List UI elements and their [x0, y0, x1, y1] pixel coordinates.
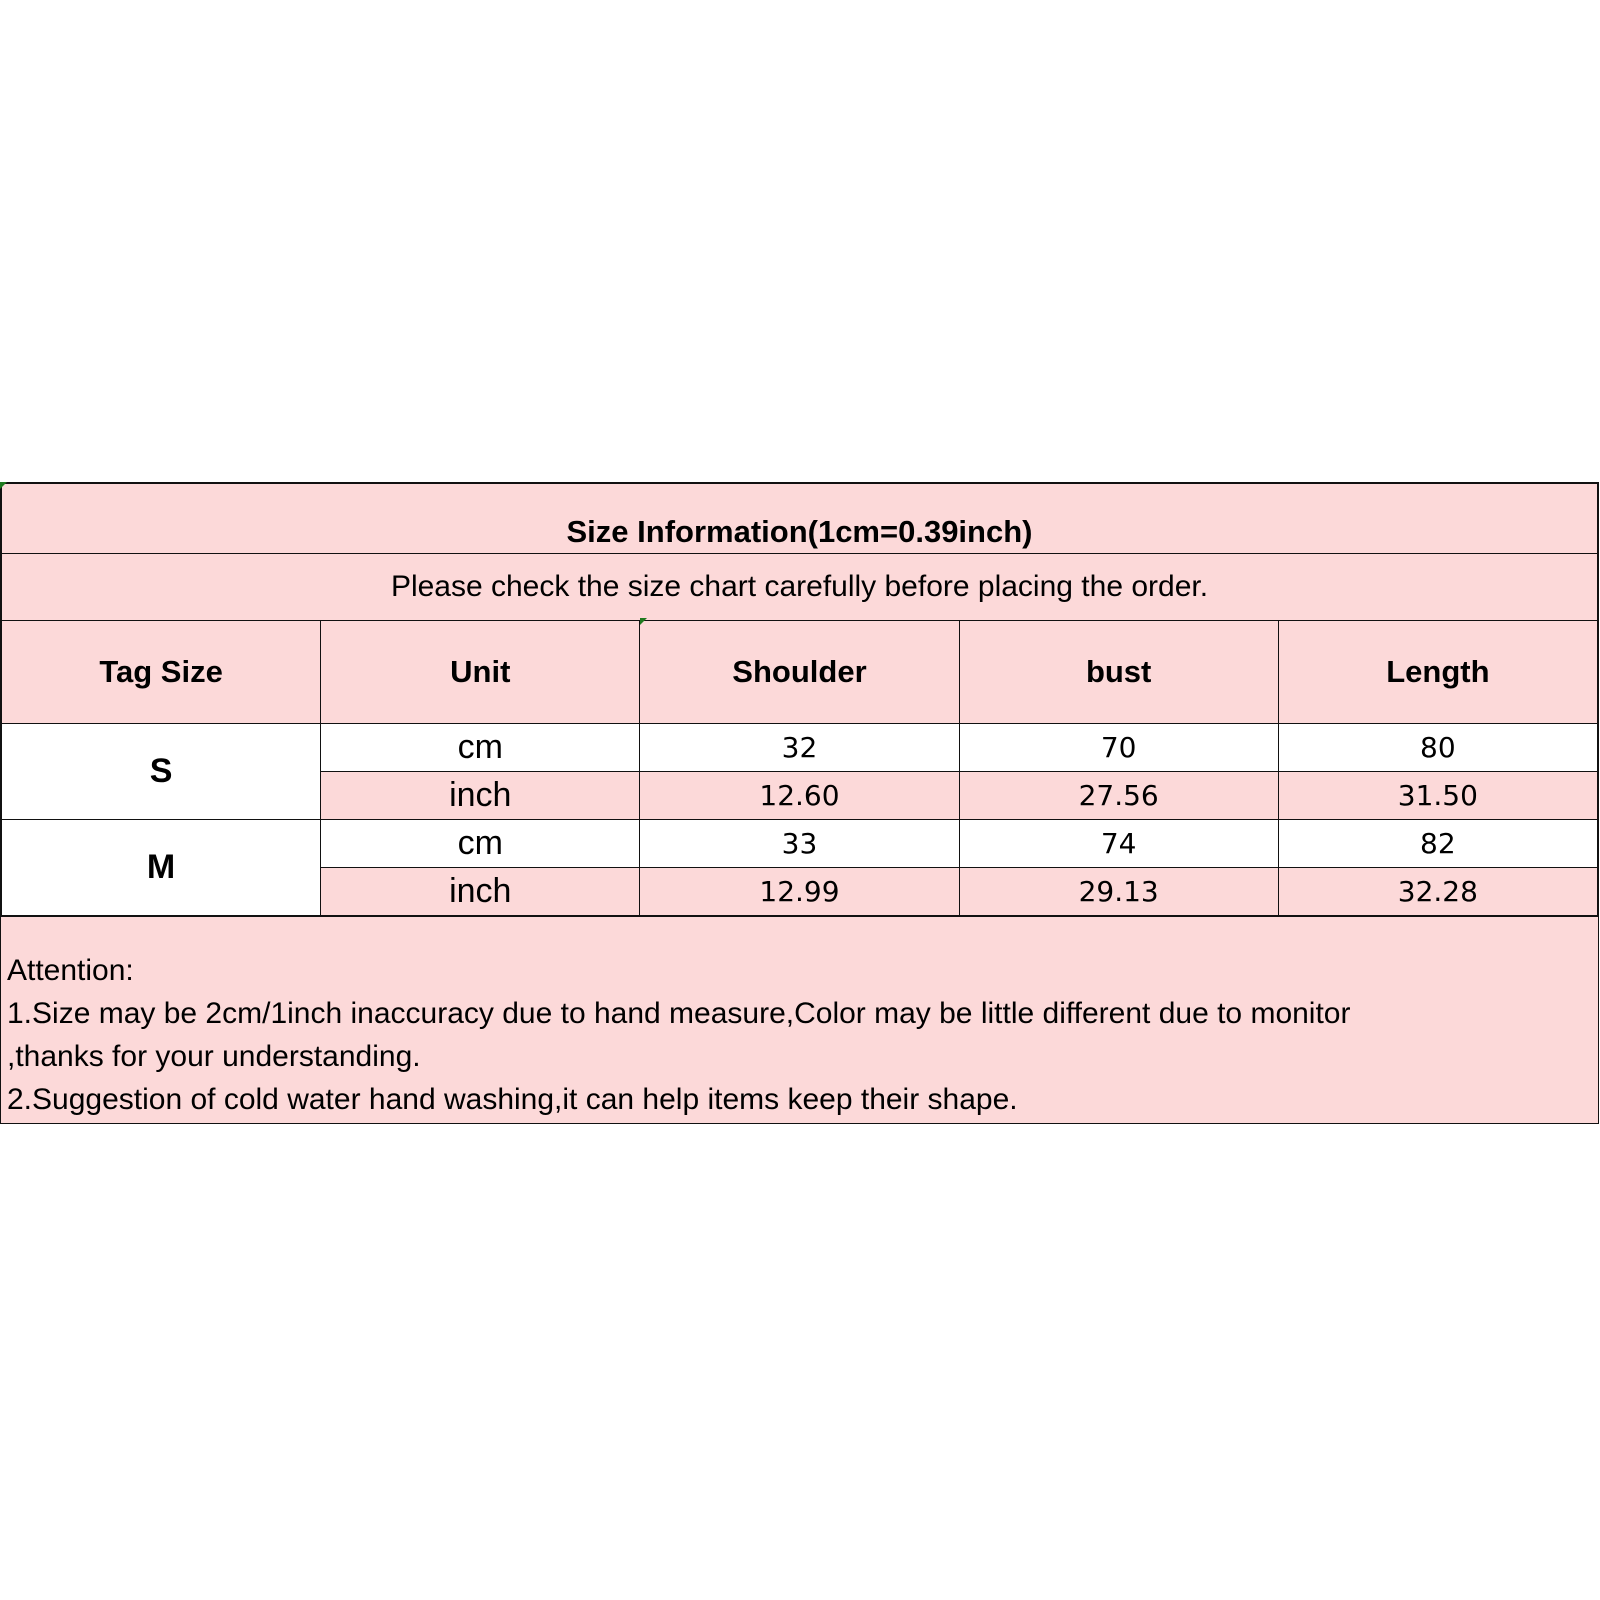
header-row — [2, 621, 1598, 724]
note-line-1: 1.Size may be 2cm/1inch inaccuracy due to hand measure,Color may be little different due to monitor — [7, 997, 1351, 1030]
unit-cell: inch — [321, 772, 640, 820]
table-subtitle: Please check the size chart carefully before placing the order. — [2, 554, 1598, 621]
attention-heading: Attention: — [7, 954, 134, 987]
cell-marker-icon — [640, 618, 647, 625]
unit-cell: inch — [321, 868, 640, 916]
bust-cell: 27.56 — [959, 772, 1278, 820]
length-cell: 31.50 — [1278, 772, 1597, 820]
size-table — [1, 483, 1598, 916]
header-length: Length — [1278, 621, 1597, 724]
header-shoulder: Shoulder — [640, 621, 959, 724]
length-cell: 80 — [1278, 724, 1597, 772]
size-s-tag: S — [2, 724, 321, 820]
header-unit: Unit — [321, 621, 640, 724]
attention-notes — [1, 916, 1598, 1123]
table-title: Size Information(1cm=0.39inch) — [2, 484, 1598, 554]
header-bust: bust — [959, 621, 1278, 724]
length-cell: 82 — [1278, 820, 1597, 868]
note-line-1-continued: ,thanks for your understanding. — [7, 1040, 421, 1073]
bust-cell: 29.13 — [959, 868, 1278, 916]
length-cell: 32.28 — [1278, 868, 1597, 916]
unit-cell: cm — [321, 724, 640, 772]
size-m-tag: M — [2, 820, 321, 916]
bust-cell: 74 — [959, 820, 1278, 868]
bust-cell: 70 — [959, 724, 1278, 772]
table-row — [2, 820, 1598, 868]
size-chart — [0, 482, 1599, 1124]
shoulder-cell: 33 — [640, 820, 959, 868]
table-row — [2, 724, 1598, 772]
cell-marker-icon — [0, 482, 7, 489]
shoulder-cell: 12.99 — [640, 868, 959, 916]
unit-cell: cm — [321, 820, 640, 868]
shoulder-cell: 12.60 — [640, 772, 959, 820]
header-tag-size: Tag Size — [2, 621, 321, 724]
shoulder-cell: 32 — [640, 724, 959, 772]
note-line-2: 2.Suggestion of cold water hand washing,it can help items keep their shape. — [7, 1083, 1018, 1116]
